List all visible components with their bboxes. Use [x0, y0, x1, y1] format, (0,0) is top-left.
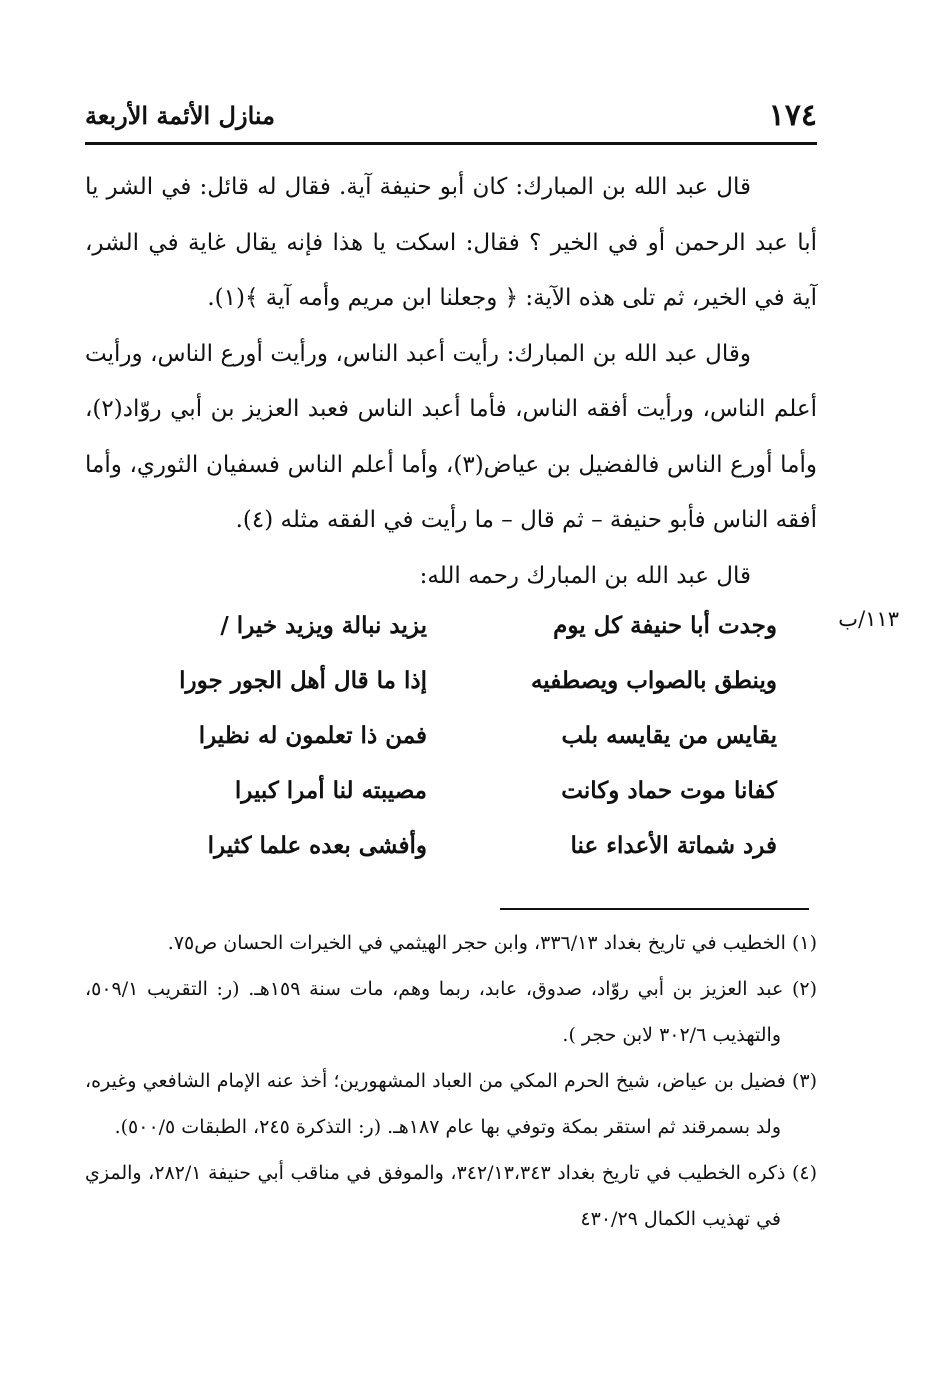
- page-header: [85, 92, 817, 138]
- poem-verse: [85, 653, 817, 708]
- footnote: (١) الخطيب في تاريخ بغداد ٣٣٦/١٣، وابن حجر الهيثمي في الخيرات الحسان ص٧٥.: [167, 932, 817, 954]
- second-hemistich: وأفشى بعده علما كثيرا: [207, 832, 427, 859]
- poem: [85, 598, 817, 873]
- footnote: (٣) فضيل بن عياض، شيخ الحرم المكي من العباد المشهورين؛ أخذ عنه الإمام الشافعي وغيره، ولد بسمرقند ثم استقر بمكة وتوفي بها عام ١٨٧هـ. (ر: التذكرة ٢٤٥، الطبقات ٥٠٠/٥).: [85, 1070, 817, 1138]
- footnote-separator: [500, 908, 809, 910]
- second-hemistich: إذا ما قال أهل الجور جورا: [179, 667, 427, 694]
- first-hemistich: فرد شماتة الأعداء عنا: [570, 832, 777, 859]
- main-text: [85, 160, 817, 604]
- footnote: (٤) ذكره الخطيب في تاريخ بغداد ٣٤٢/١٣،٣٤٣، والموفق في مناقب أبي حنيفة ٢٨٢/١، والمزي في تهذيب الكمال ٤٣٠/٢٩: [85, 1162, 817, 1230]
- running-title: منازل الأئمة الأربعة: [85, 100, 275, 130]
- first-hemistich: وينطق بالصواب ويصطفيه: [530, 667, 777, 694]
- poem-verse: [85, 763, 817, 818]
- poem-verse: [85, 818, 817, 873]
- manuscript-folio-note: ١١٣/ب: [838, 607, 899, 631]
- second-hemistich: مصيبته لنا أمرا كبيرا: [234, 777, 427, 804]
- footnotes: [85, 920, 817, 1242]
- poem-verse: [85, 708, 817, 763]
- first-hemistich: يقايس من يقايسه بلب: [561, 722, 777, 749]
- paragraph: قال عبد الله بن المبارك رحمه الله:: [419, 562, 751, 589]
- second-hemistich: يزيد نبالة ويزيد خيرا /: [220, 612, 427, 639]
- first-hemistich: كفانا موت حماد وكانت: [561, 777, 777, 804]
- page-number: ١٧٤: [768, 97, 817, 133]
- second-hemistich: فمن ذا تعلمون له نظيرا: [198, 722, 427, 749]
- paragraph: قال عبد الله بن المبارك: كان أبو حنيفة آية. فقال له قائل: في الشر يا أبا عبد الرحمن أو في الخير ؟ فقال: اسكت يا هذا فإنه يقال غاية في الشر، آية في الخير، ثم تلى هذه الآية: ﴿ وجعلنا ابن مريم وأمه آية ﴾(١).: [85, 174, 817, 311]
- first-hemistich: وجدت أبا حنيفة كل يوم: [553, 612, 777, 639]
- poem-verse: [85, 598, 817, 653]
- paragraph: وقال عبد الله بن المبارك: رأيت أعبد الناس، ورأيت أورع الناس، ورأيت أعلم الناس، ورأيت أفقه الناس، فأما أعبد الناس فعبد العزيز بن أبي روّاد(٢)، وأما أورع الناس فالفضيل بن عياض(٣)، وأما أعلم الناس فسفيان الثوري، وأما أفقه الناس فأبو حنيفة – ثم قال – ما رأيت في الفقه مثله (٤).: [85, 340, 817, 533]
- footnote: (٢) عبد العزيز بن أبي روّاد، صدوق، عابد، ربما وهم، مات سنة ١٥٩هـ. (ر: التقريب ٥٠٩/١، والتهذيب ٣٠٢/٦ لابن حجر ).: [85, 978, 818, 1046]
- header-rule: [85, 142, 817, 145]
